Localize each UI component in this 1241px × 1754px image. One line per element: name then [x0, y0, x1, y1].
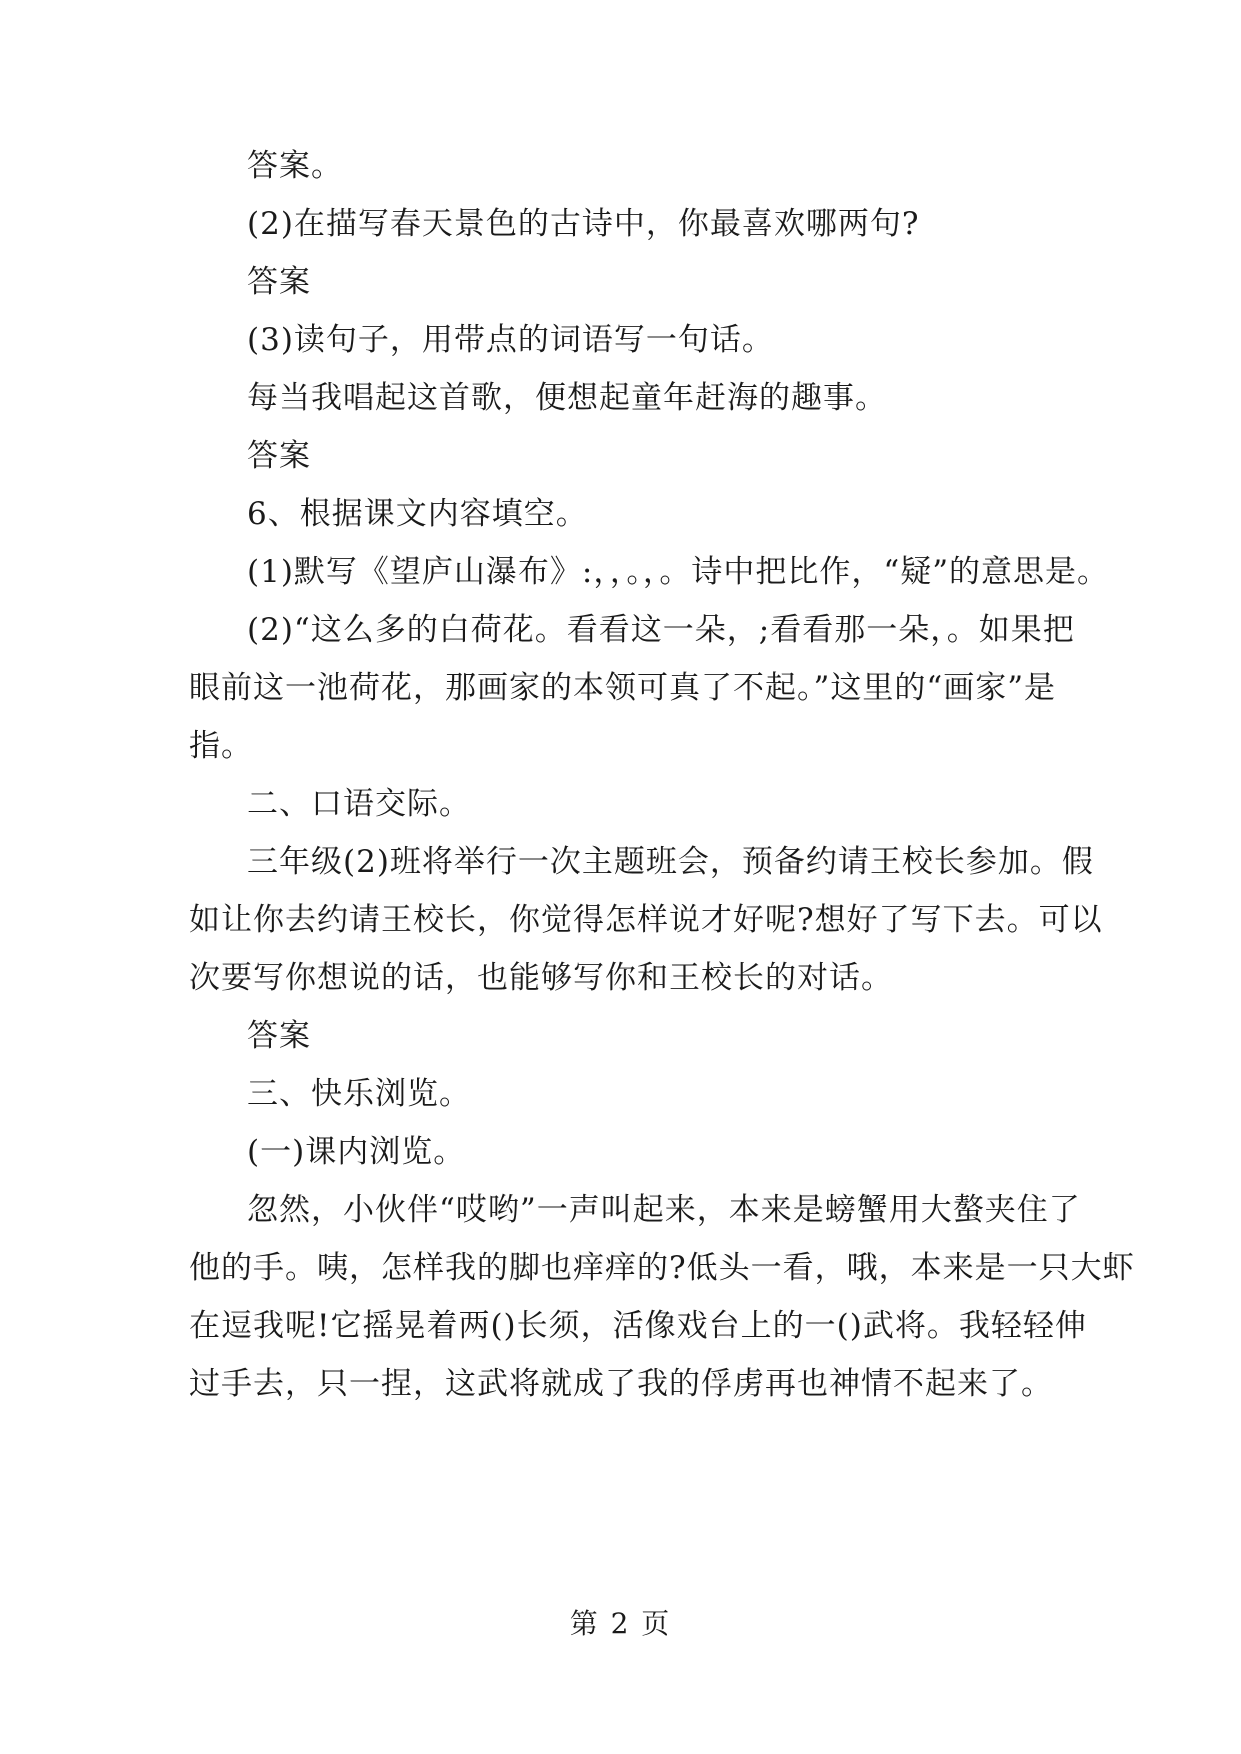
answer-line: 答案: [247, 438, 311, 474]
passage-line-4: 过手去，只一捏，这武将就成了我的俘虏再也神情不起来了。: [189, 1366, 1053, 1402]
oral-paragraph-line-2: 如让你去约请王校长，你觉得怎样说才好呢?想好了写下去。可以: [189, 902, 1103, 938]
fill-blank-2-line-2: 眼前这一池荷花，那画家的本领可真了不起。”这里的“画家”是: [189, 670, 1057, 706]
oral-paragraph-line-1: 三年级(2)班将举行一次主题班会，预备约请王校长参加。假: [247, 844, 1094, 880]
section-3-heading: 三、快乐浏览。: [247, 1076, 471, 1112]
example-sentence: 每当我唱起这首歌，便想起童年赶海的趣事。: [247, 380, 887, 416]
question-2: (2)在描写春天景色的古诗中，你最喜欢哪两句?: [247, 206, 920, 242]
answer-line: 答案: [247, 1018, 311, 1054]
question-3: (3)读句子，用带点的词语写一句话。: [247, 322, 774, 358]
section-2-heading: 二、口语交际。: [247, 786, 471, 822]
passage-line-3: 在逗我呢!它摇晃着两()长须，活像戏台上的一()武将。我轻轻伸: [189, 1308, 1087, 1344]
section-6-heading: 6、根据课文内容填空。: [247, 496, 588, 532]
answer-line: 答案: [247, 264, 311, 300]
fill-blank-1: (1)默写《望庐山瀑布》:，，。，。诗中把比作，“疑”的意思是。: [247, 554, 1110, 590]
fill-blank-2-line-1: (2)“这么多的白荷花。看看这一朵，;看看那一朵，。如果把: [247, 612, 1075, 648]
passage-line-2: 他的手。咦，怎样我的脚也痒痒的?低头一看，哦，本来是一只大虾: [189, 1250, 1135, 1286]
passage-line-1: 忽然，小伙伴“哎哟”一声叫起来，本来是螃蟹用大螯夹住了: [247, 1192, 1081, 1228]
oral-paragraph-line-3: 次要写你想说的话，也能够写你和王校长的对话。: [189, 960, 893, 996]
subsection-heading: (一)课内浏览。: [247, 1134, 466, 1170]
fill-blank-2-line-3: 指。: [189, 728, 253, 764]
answer-line: 答案。: [247, 148, 343, 184]
page-number: 第 2 页: [569, 1607, 672, 1640]
